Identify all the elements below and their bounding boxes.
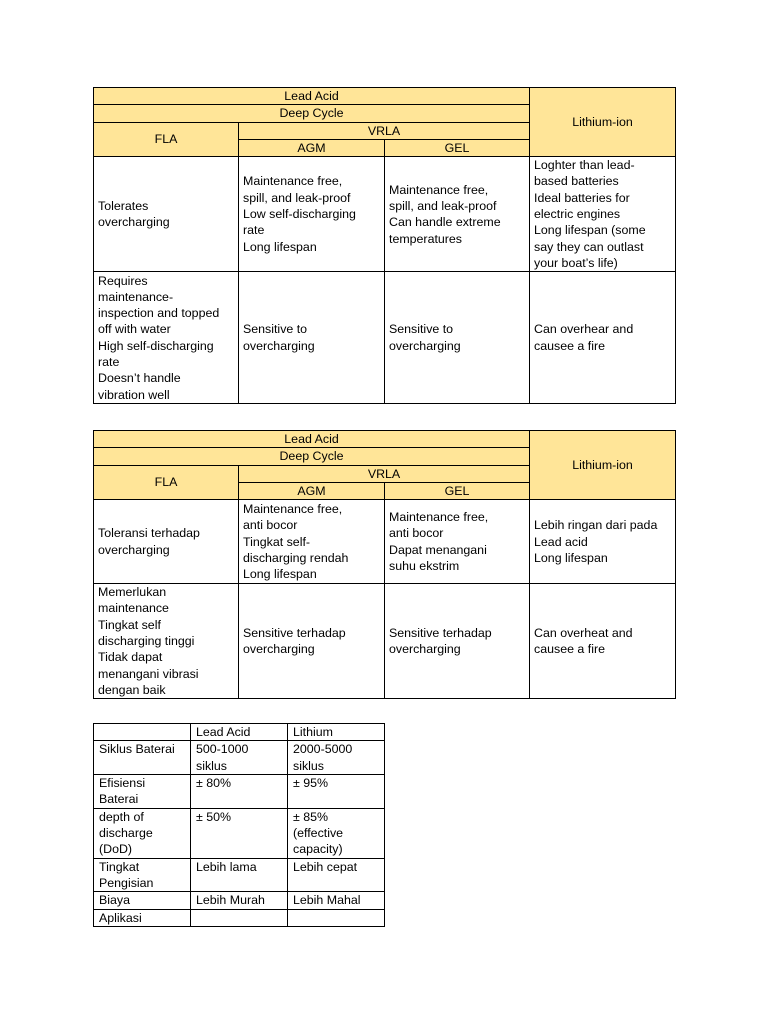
text-line: Requires	[98, 273, 148, 288]
row-label	[94, 909, 191, 926]
text-line: causee a fire	[534, 338, 605, 353]
header-deep-cycle: Deep Cycle	[94, 448, 530, 465]
row-label	[94, 858, 191, 892]
text-line: Loghter than lead-	[534, 158, 635, 173]
cell-lithium	[288, 808, 385, 858]
cell-gel-pros	[385, 500, 530, 584]
cell-lithium-pros	[530, 157, 676, 272]
text-line: Low self-discharging	[243, 207, 356, 222]
battery-spec-table	[93, 723, 385, 927]
text-line: vibration well	[98, 387, 170, 402]
text-line: maintenance	[98, 601, 169, 616]
text-line: Tingkat	[99, 859, 140, 874]
text-line: overcharging	[389, 338, 461, 353]
text-line: Toleransi terhadap	[98, 526, 200, 541]
cell-fla-cons	[94, 584, 239, 699]
header-lead-acid: Lead Acid	[94, 431, 530, 448]
text-line: rate	[243, 223, 265, 238]
header-agm: AGM	[239, 482, 385, 499]
text-line: discharging tinggi	[98, 634, 195, 649]
text-line: dengan baik	[98, 682, 166, 697]
header-lithium-ion: Lithium-ion	[530, 88, 676, 157]
text-line: temperatures	[389, 231, 463, 246]
text-line: ± 85%	[293, 809, 329, 824]
cell-agm-pros	[239, 157, 385, 272]
text-line: spill, and leak-proof	[243, 190, 351, 205]
text-line: Sensitive terhadap	[243, 625, 346, 640]
text-line: Baterai	[99, 792, 139, 807]
text-line: Aplikasi	[99, 910, 142, 925]
header-gel: GEL	[385, 482, 530, 499]
header-lead-acid: Lead Acid	[94, 88, 530, 105]
text-line: Tingkat self-	[243, 534, 311, 549]
text-line: Lebih Murah	[196, 893, 265, 908]
text-line: Sensitive terhadap	[389, 625, 492, 640]
cell-lead-acid	[191, 808, 288, 858]
text-line: siklus	[196, 758, 227, 773]
text-line: off with water	[98, 322, 171, 337]
text-line: Lebih Mahal	[293, 893, 361, 908]
text-line: Lebih cepat	[293, 859, 358, 874]
text-line: menangani vibrasi	[98, 666, 199, 681]
text-line: Maintenance free,	[389, 182, 489, 197]
text-line: Sensitive to	[389, 322, 454, 337]
text-line: Ideal batteries for	[534, 190, 630, 205]
text-line: Can overheat and	[534, 625, 633, 640]
header-fla: FLA	[94, 465, 239, 500]
cell-agm-pros	[239, 500, 385, 584]
cell-lithium	[288, 741, 385, 775]
text-line: ± 95%	[293, 775, 329, 790]
text-line: 500-1000	[196, 742, 249, 757]
cell-gel-cons	[385, 272, 530, 404]
text-line: causee a fire	[534, 642, 605, 657]
text-line: based batteries	[534, 174, 619, 189]
text-line: (DoD)	[99, 842, 133, 857]
text-line: Long lifespan	[534, 550, 608, 565]
row-label	[94, 774, 191, 808]
row-label	[94, 741, 191, 775]
text-line: Long lifespan	[243, 567, 317, 582]
text-line: overcharging	[98, 215, 170, 230]
text-line: Long lifespan (some	[534, 223, 646, 238]
text-line: discharging rendah	[243, 550, 349, 565]
text-line: Memerlukan	[98, 585, 167, 600]
cell-lead-acid	[191, 741, 288, 775]
header-lithium: Lithium	[288, 724, 385, 741]
header-blank	[94, 724, 191, 741]
header-deep-cycle: Deep Cycle	[94, 105, 530, 122]
text-line: Lebih ringan dari pada	[534, 518, 658, 533]
text-line: Maintenance free,	[243, 174, 343, 189]
text-line: overcharging	[243, 642, 315, 657]
text-line: siklus	[293, 758, 324, 773]
header-lithium-ion: Lithium-ion	[530, 431, 676, 500]
text-line: Maintenance free,	[389, 510, 489, 525]
text-line: Siklus Baterai	[99, 742, 175, 757]
cell-lead-acid	[191, 774, 288, 808]
text-line: Pengisian	[99, 876, 154, 891]
text-line: overcharging	[98, 542, 170, 557]
text-line: (effective	[293, 826, 344, 841]
text-line: High self-discharging	[98, 338, 214, 353]
comparison-table-indonesian	[93, 430, 676, 699]
text-line: Tolerates	[98, 198, 149, 213]
text-line: say they can outlast	[534, 239, 644, 254]
header-fla: FLA	[94, 122, 239, 157]
text-line: capacity)	[293, 842, 343, 857]
cell-lithium-cons	[530, 272, 676, 404]
row-label	[94, 892, 191, 909]
text-line: your boat’s life)	[534, 255, 618, 270]
text-line	[293, 910, 379, 926]
text-line: Efisiensi	[99, 775, 146, 790]
cell-fla-pros	[94, 157, 239, 272]
text-line	[196, 910, 282, 926]
cell-lithium-pros	[530, 500, 676, 584]
text-line: Dapat menangani	[389, 542, 487, 557]
text-line: Doesn’t handle	[98, 371, 181, 386]
cell-gel-pros	[385, 157, 530, 272]
cell-lead-acid	[191, 909, 288, 926]
text-line: suhu ekstrim	[389, 558, 460, 573]
header-agm: AGM	[239, 139, 385, 156]
text-line: Tingkat self	[98, 617, 161, 632]
text-line: overcharging	[243, 338, 315, 353]
text-line: Lead acid	[534, 534, 588, 549]
cell-lithium	[288, 892, 385, 909]
header-lead-acid: Lead Acid	[191, 724, 288, 741]
text-line: Tidak dapat	[98, 650, 163, 665]
text-line: 2000-5000	[293, 742, 353, 757]
text-line: Biaya	[99, 893, 130, 908]
text-line: rate	[98, 355, 120, 370]
cell-lithium-cons	[530, 584, 676, 699]
cell-lithium	[288, 858, 385, 892]
text-line: inspection and topped	[98, 306, 220, 321]
cell-lithium	[288, 774, 385, 808]
header-gel: GEL	[385, 139, 530, 156]
cell-agm-cons	[239, 272, 385, 404]
text-line: electric engines	[534, 207, 621, 222]
header-vrla: VRLA	[239, 465, 530, 482]
text-line: Long lifespan	[243, 239, 317, 254]
cell-fla-cons	[94, 272, 239, 404]
cell-fla-pros	[94, 500, 239, 584]
comparison-table-english	[93, 87, 676, 404]
text-line: Can handle extreme	[389, 215, 501, 230]
text-line: spill, and leak-proof	[389, 198, 497, 213]
text-line: overcharging	[389, 642, 461, 657]
cell-gel-cons	[385, 584, 530, 699]
header-vrla: VRLA	[239, 122, 530, 139]
row-label	[94, 808, 191, 858]
text-line: Can overhear and	[534, 322, 634, 337]
text-line: Lebih lama	[196, 859, 257, 874]
text-line: depth of	[99, 809, 144, 824]
text-line: ± 80%	[196, 775, 232, 790]
cell-lead-acid	[191, 858, 288, 892]
text-line: anti bocor	[389, 526, 444, 541]
text-line: Maintenance free,	[243, 501, 343, 516]
text-line: Sensitive to	[243, 322, 308, 337]
text-line: ± 50%	[196, 809, 232, 824]
text-line: discharge	[99, 826, 153, 841]
cell-agm-cons	[239, 584, 385, 699]
cell-lithium	[288, 909, 385, 926]
cell-lead-acid	[191, 892, 288, 909]
text-line: maintenance-	[98, 289, 174, 304]
text-line: anti bocor	[243, 518, 298, 533]
